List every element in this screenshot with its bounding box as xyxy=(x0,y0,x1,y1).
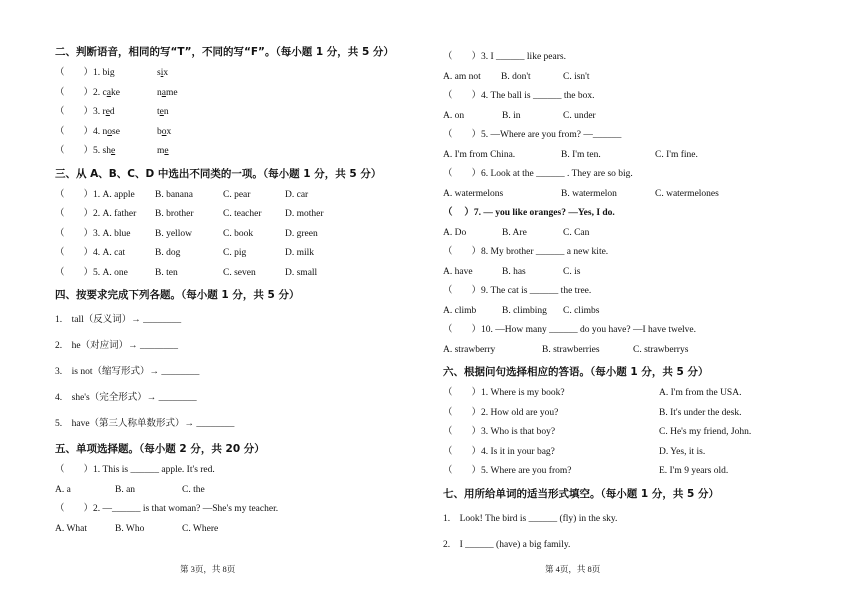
option: C. Where xyxy=(182,523,219,534)
option: B. strawberries xyxy=(542,344,600,355)
question-row xyxy=(443,462,843,482)
number: （ ）4. xyxy=(55,126,103,137)
word-a xyxy=(55,142,115,162)
word-part: bi xyxy=(102,68,110,78)
options-row xyxy=(443,302,843,322)
word-part: se xyxy=(112,126,120,137)
underlined-letter: o xyxy=(107,126,113,137)
option: D. small xyxy=(285,267,318,278)
option: A. What xyxy=(55,523,88,534)
option: A. strawberry xyxy=(443,344,496,355)
option: C. I'm fine. xyxy=(655,149,698,160)
question-row: 2. he（对应词）→ ________ xyxy=(55,341,178,351)
question: （ ）9. The cat is ______ the tree. xyxy=(443,286,592,296)
option: C. climbs xyxy=(563,305,600,316)
section-title: 二、判断语音，相同的写“T”，不同的写“F”。（每小题 1 分，共 5 分） xyxy=(55,46,394,58)
options-row xyxy=(443,263,843,283)
option: D. mother xyxy=(285,209,324,219)
word-b xyxy=(157,123,171,143)
question-row xyxy=(443,423,843,443)
options-row xyxy=(443,224,843,244)
question: （ ）2. —______ is that woman? —She's my teacher. xyxy=(55,504,279,514)
underlined-letter: e xyxy=(110,146,116,156)
word-a xyxy=(55,103,115,123)
underlined-letter: g xyxy=(109,68,115,78)
question-row: 4. she's（完全形式）→ ________ xyxy=(55,393,197,403)
underlined-letter: e xyxy=(159,107,164,117)
question: （ ）1. This is ______ apple. It's red. xyxy=(55,465,215,475)
section-title: 四、按要求完成下列各题。（每小题 1 分，共 5 分） xyxy=(55,289,300,301)
option: C. teacher xyxy=(223,209,262,219)
word-part: d xyxy=(109,107,115,117)
question: （ ）1. Where is my book? xyxy=(443,388,565,398)
question-row: 5. have（第三人称单数形式）→ ________ xyxy=(55,419,235,429)
left-page xyxy=(55,40,455,539)
word-part: t xyxy=(157,107,160,117)
word-a xyxy=(55,64,115,84)
word-a xyxy=(55,84,120,104)
question-row: 1. tall（反义词）→ ________ xyxy=(55,315,182,325)
word-part: s xyxy=(157,68,161,78)
option: A. have xyxy=(443,266,473,277)
page-footer: 第 4页，共 8页 xyxy=(545,564,601,574)
question: （ ）6. Look at the ______ . They are so big. xyxy=(443,169,633,179)
answer: E. I'm 9 years old. xyxy=(659,466,729,476)
question: （ ）4. The ball is ______ the box. xyxy=(443,91,595,101)
option: B. banana xyxy=(155,189,193,200)
option: A. climb xyxy=(443,305,477,316)
question-row xyxy=(55,123,455,143)
word-part: n xyxy=(102,126,108,137)
word-part: c xyxy=(102,87,107,98)
underlined-letter: i xyxy=(160,68,164,78)
word-b xyxy=(157,142,169,162)
section-title: 六、根据问句选择相应的答语。（每小题 1 分，共 5 分） xyxy=(443,366,709,378)
question-row xyxy=(55,186,455,206)
question-row: 2. I ______ (have) a big family. xyxy=(443,539,571,550)
option: C. seven xyxy=(223,267,256,278)
answer: C. He's my friend, John. xyxy=(659,427,752,437)
answer: D. Yes, it is. xyxy=(659,446,706,457)
option: A. a xyxy=(55,484,71,495)
word-b xyxy=(157,84,178,104)
option: D. milk xyxy=(285,248,315,258)
number: （ ）5. xyxy=(55,146,103,156)
option: D. car xyxy=(285,189,309,200)
underlined-letter: e xyxy=(164,146,169,156)
option: （ ）5. A. one xyxy=(55,267,128,278)
question-row xyxy=(55,64,455,84)
option: B. Who xyxy=(115,523,145,534)
page-footer: 第 3页，共 8页 xyxy=(180,564,236,574)
question-row xyxy=(443,384,843,404)
word-part: x xyxy=(166,126,172,137)
question: （ ）3. I ______ like pears. xyxy=(443,52,566,62)
option: B. brother xyxy=(155,209,194,219)
option: B. dog xyxy=(155,248,181,258)
option: C. book xyxy=(223,228,254,239)
question: （ ）2. How old are you? xyxy=(443,407,559,418)
options-row xyxy=(443,146,843,166)
question-row xyxy=(443,443,843,463)
option: C. is xyxy=(563,266,581,277)
section-title: 五、单项选择题。（每小题 2 分，共 20 分） xyxy=(55,443,265,455)
option: A. on xyxy=(443,110,465,121)
options-row xyxy=(443,107,843,127)
word-part: me xyxy=(165,87,178,98)
option: （ ）1. A. apple xyxy=(55,189,135,200)
question-row xyxy=(55,225,455,245)
question: （ ）5. —Where are you from? —______ xyxy=(443,130,622,140)
option: B. I'm ten. xyxy=(561,149,601,160)
underlined-letter: e xyxy=(105,107,110,117)
question-row: 3. is not（缩写形式）→ ________ xyxy=(55,367,200,377)
question: （ ）7. — you like oranges? —Yes, I do. xyxy=(443,208,615,218)
word-a xyxy=(55,123,120,143)
word-part: m xyxy=(157,146,165,156)
option: B. yellow xyxy=(155,228,192,239)
option: C. pear xyxy=(223,189,251,200)
word-part: x xyxy=(163,68,169,78)
question-row xyxy=(55,244,455,264)
option: B. in xyxy=(502,110,521,121)
underlined-letter: o xyxy=(161,126,167,137)
number: （ ）1. xyxy=(55,68,103,78)
question-row xyxy=(55,264,455,284)
option: B. an xyxy=(115,484,136,495)
options-row xyxy=(443,185,843,205)
option: C. under xyxy=(563,110,596,121)
word-part: n xyxy=(157,87,162,98)
option: A. watermelons xyxy=(443,188,504,199)
options-row xyxy=(55,520,455,540)
word-part: ke xyxy=(110,87,120,98)
word-b xyxy=(157,103,169,123)
option: B. watermelon xyxy=(561,188,617,199)
option: （ ）4. A. cat xyxy=(55,248,126,258)
option: C. Can xyxy=(563,227,590,238)
question-row xyxy=(443,404,843,424)
option: C. the xyxy=(182,484,205,495)
option: A. I'm from China. xyxy=(443,149,516,160)
section-title: 三、从 A、B、C、D 中选出不同类的一项。（每小题 1 分，共 5 分） xyxy=(55,167,382,180)
option: （ ）3. A. blue xyxy=(55,228,131,239)
option: B. climbing xyxy=(502,305,547,316)
option: A. Do xyxy=(443,227,467,238)
underlined-letter: a xyxy=(161,87,166,98)
option: B. don't xyxy=(501,71,531,82)
underlined-letter: a xyxy=(106,87,111,98)
option: C. watermelones xyxy=(655,188,719,199)
answer: B. It's under the desk. xyxy=(659,407,742,418)
word-part: sh xyxy=(102,146,111,156)
question-row xyxy=(55,103,455,123)
question: （ ）10. —How many ______ do you have? —I have twelve. xyxy=(443,325,697,335)
options-row xyxy=(443,68,843,88)
question-row xyxy=(55,205,455,225)
option: D. green xyxy=(285,228,318,239)
number: （ ）3. xyxy=(55,107,103,117)
options-row xyxy=(443,341,843,361)
options-row xyxy=(55,481,455,501)
option: A. am not xyxy=(443,71,481,82)
option: B. ten xyxy=(155,267,178,278)
question: （ ）8. My brother ______ a new kite. xyxy=(443,247,609,257)
option: （ ）2. A. father xyxy=(55,209,137,219)
question-row xyxy=(55,142,455,162)
question: （ ）4. Is it in your bag? xyxy=(443,446,555,457)
number: （ ）2. xyxy=(55,87,103,98)
word-part: n xyxy=(163,107,169,117)
option: C. pig xyxy=(223,248,247,258)
question-row: 1. Look! The bird is ______ (fly) in the sky. xyxy=(443,513,618,524)
section-title: 七、用所给单词的适当形式填空。（每小题 1 分，共 5 分） xyxy=(443,487,719,500)
question: （ ）3. Who is that boy? xyxy=(443,427,556,437)
answer: A. I'm from the USA. xyxy=(659,388,742,398)
word-part: b xyxy=(157,126,162,137)
word-b xyxy=(157,64,168,84)
question-row xyxy=(55,84,455,104)
option: C. strawberrys xyxy=(633,344,689,355)
word-part: r xyxy=(102,107,106,117)
option: B. has xyxy=(502,266,526,277)
option: C. isn't xyxy=(563,71,590,82)
question: （ ）5. Where are you from? xyxy=(443,466,572,476)
option: B. Are xyxy=(502,227,527,238)
right-page xyxy=(443,48,843,558)
